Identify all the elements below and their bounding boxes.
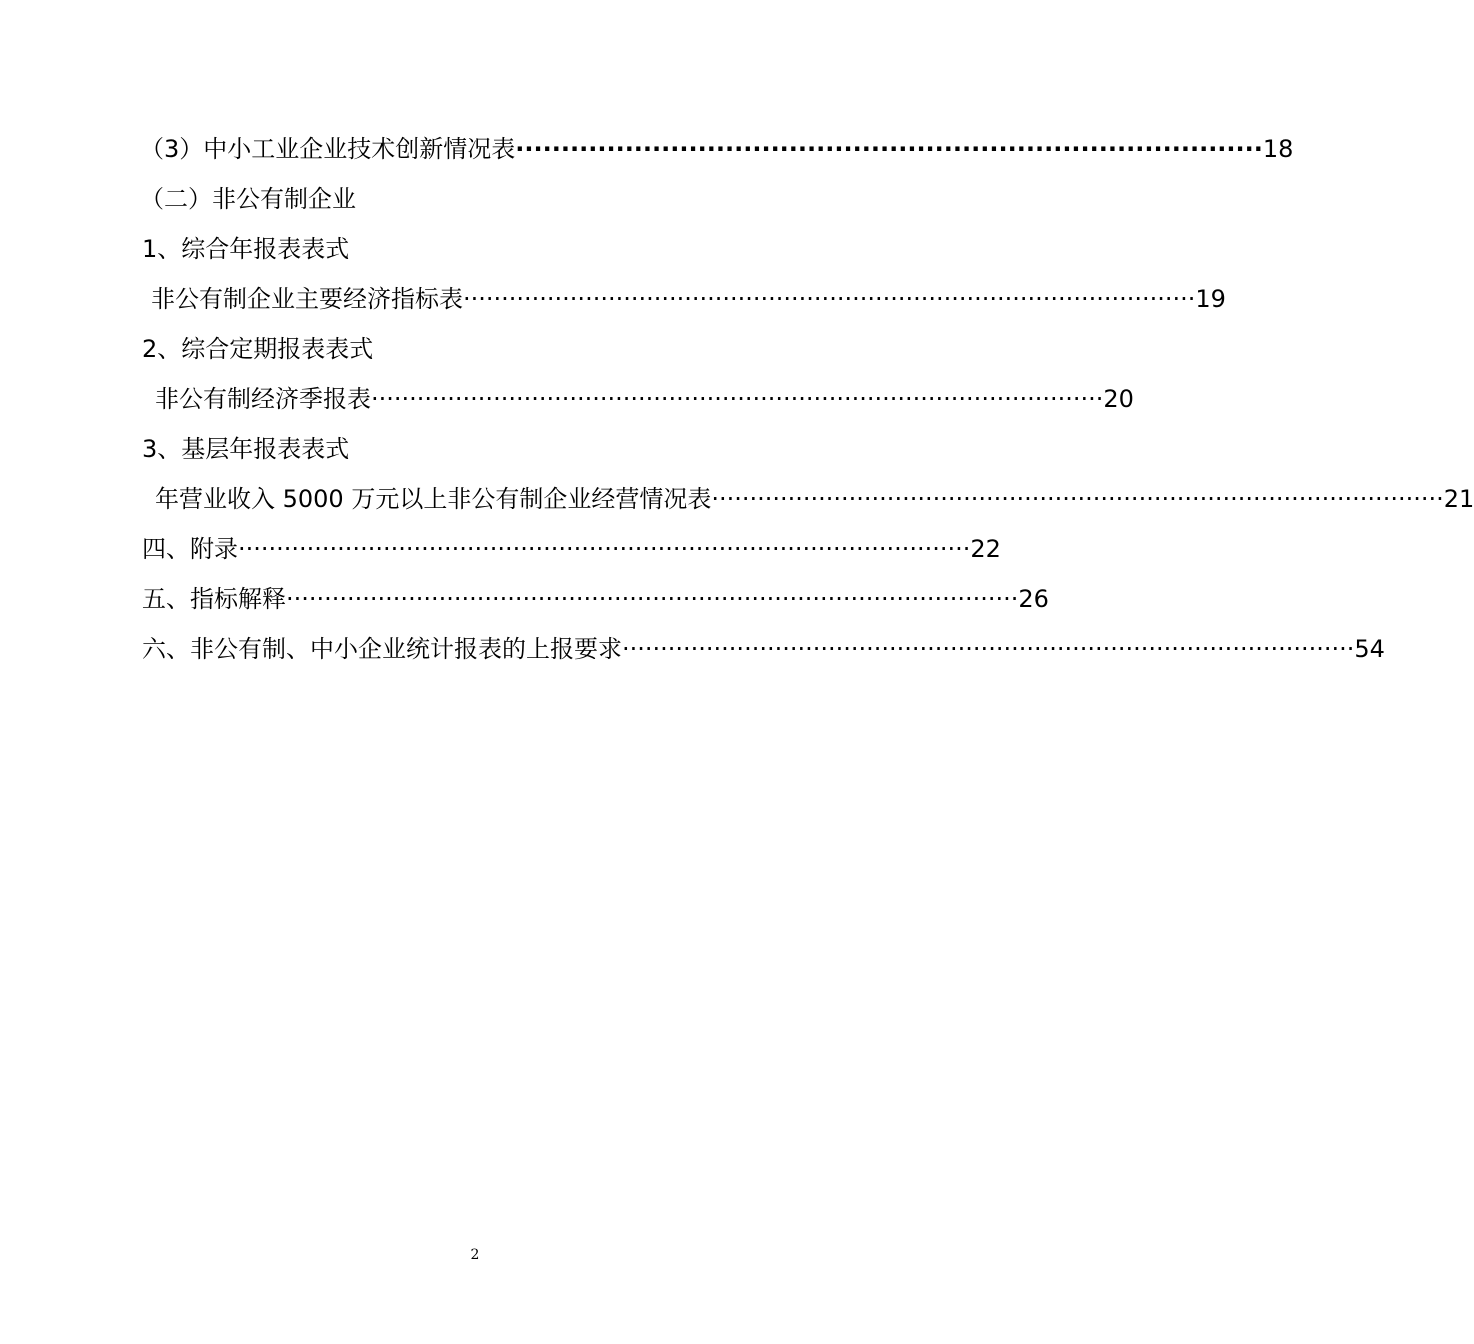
toc-entry[interactable] [0,274,1226,324]
toc-heading-text: 3、基层年报表表式 [142,435,350,463]
toc-leader-dots: ································································································ [371,385,1104,413]
toc-entry[interactable] [0,374,1134,424]
toc-entry[interactable] [0,524,1001,574]
toc-entry-text: 非公有制企业主要经济指标表 [151,285,463,313]
toc-leader-dots: ································································································ [286,585,1019,613]
toc-entry-text: 非公有制经济季报表 [155,385,371,413]
toc-leader-dots: ································································································ [238,535,971,563]
toc-entry[interactable] [0,624,1385,674]
toc-entry-page: 18 [1262,135,1294,163]
toc-entry-text: 五、指标解释 [142,585,286,613]
toc-heading [0,174,950,224]
toc-entry-page: 26 [1018,585,1049,613]
toc-leader-dots: ·················································································· [515,135,1263,163]
toc-entry-text: （3）中小工业企业技术创新情况表 [140,135,516,163]
toc-heading [0,324,950,374]
page-number: 2 [470,1247,480,1263]
toc-leader-dots: ································································································ [622,635,1355,663]
toc-entry-page: 19 [1195,285,1226,313]
toc-entry-text: 四、附录 [142,535,238,563]
toc-entry-text: 六、非公有制、中小企业统计报表的上报要求 [142,635,622,663]
toc-entry-text: 年营业收入 5000 万元以上非公有制企业经营情况表 [155,485,712,513]
toc-entry[interactable] [0,474,1474,524]
table-of-contents [0,124,1474,674]
toc-heading-text: （二）非公有制企业 [140,185,356,213]
toc-entry-page: 54 [1354,635,1385,663]
toc-heading [0,424,950,474]
toc-leader-dots: ································································································ [463,285,1196,313]
toc-entry-page: 22 [970,535,1001,563]
toc-entry[interactable] [0,124,1294,174]
toc-entry-page: 20 [1103,385,1134,413]
toc-entry[interactable] [0,574,1049,624]
toc-heading [0,224,950,274]
toc-heading-text: 2、综合定期报表表式 [142,335,374,363]
toc-leader-dots: ································································································ [711,485,1444,513]
toc-entry-page: 21 [1443,485,1474,513]
toc-heading-text: 1、综合年报表表式 [142,235,350,263]
